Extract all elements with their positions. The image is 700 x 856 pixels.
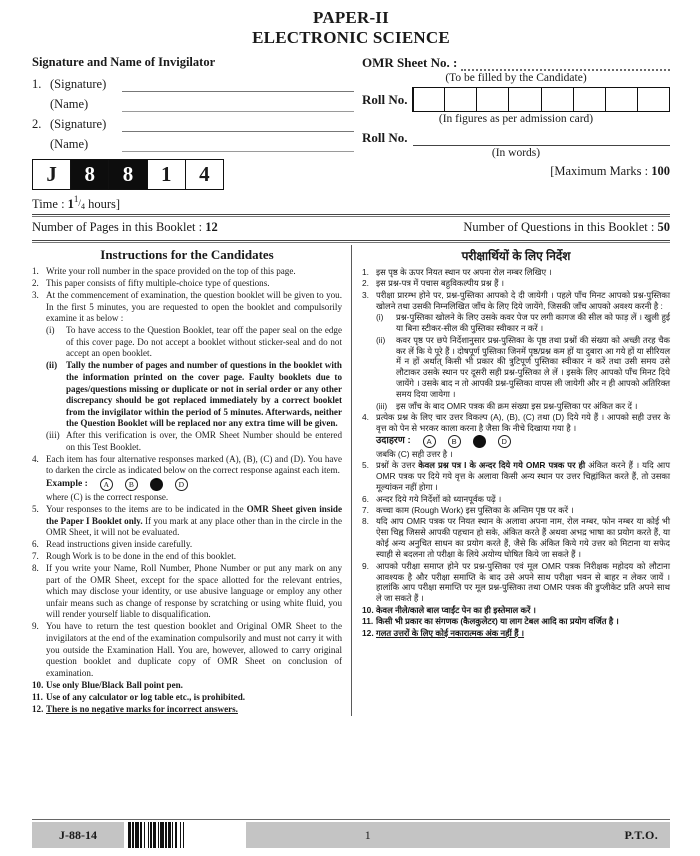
item-text-main: प्रत्येक प्रश्न के लिए चार उत्तर विकल्प (A), (B), (C) तथा (D) दिये गये हैं । आपको सही उत्तर के वृत्त को पेन से भरकर काला करना है जैसा कि नीचे दिखाया गया है । bbox=[376, 412, 670, 433]
item-text: You have to return the test question booklet and Original OMR Sheet to the invigilators at the end of the examination compulsorily and must not carry it with you outside the Examination Hall. You are, however, allowed to carry original question booklet and duplicate copy of OMR Sheet on conclusion of examination. bbox=[46, 621, 342, 678]
invigilator-row bbox=[32, 112, 354, 132]
time-suffix: hours] bbox=[84, 197, 121, 212]
instruction-item bbox=[362, 605, 670, 616]
sub-instruction bbox=[376, 401, 670, 412]
example-line-hi bbox=[376, 435, 670, 448]
item-number: 9. bbox=[32, 621, 39, 632]
signature-line-2[interactable] bbox=[122, 119, 354, 132]
pages-count bbox=[32, 220, 360, 235]
item-text: Rough Work is to be done in the end of this booklet. bbox=[46, 551, 237, 562]
item-text-before: Your responses to the items are to be indicated in the bbox=[46, 503, 247, 514]
instruction-item bbox=[32, 704, 342, 716]
questions-label: Number of Questions in this Booklet : bbox=[463, 220, 658, 235]
instruction-list-en bbox=[32, 266, 342, 715]
divider-counts bbox=[32, 240, 670, 243]
footer-page-number: 1 bbox=[364, 827, 371, 842]
item-text-main: परीक्षा प्रारम्भ होने पर, प्रश्न-पुस्तिका आपको दे दी जायेगी । पहले पाँच मिनट आपको प्रश्न-पुस्तिका खोलने तथा उसकी निम्नलिखित जाँच के लिए दिये जायेंगे, जिसकी जाँच आपको अवश्य करनी है : bbox=[376, 289, 670, 311]
instruction-item bbox=[362, 267, 670, 278]
example-caption: जबकि (C) सही उत्तर है । bbox=[376, 448, 453, 459]
subject-title: ELECTRONIC SCIENCE bbox=[252, 28, 450, 48]
invigilator-heading: Signature and Name of Invigilator bbox=[32, 55, 216, 70]
code-cell: J bbox=[33, 160, 71, 189]
example-label: उदाहरण : bbox=[376, 435, 411, 447]
item-text bbox=[46, 290, 342, 453]
sub-number: (iii) bbox=[376, 400, 388, 411]
item-number: 5. bbox=[32, 503, 39, 514]
barcode bbox=[124, 822, 246, 848]
item-number: 12. bbox=[362, 627, 374, 638]
instructions-columns bbox=[32, 245, 670, 716]
instruction-item bbox=[362, 290, 670, 412]
item-text bbox=[46, 454, 342, 504]
time-allowed bbox=[32, 195, 354, 212]
instructions-en-heading: Instructions for the Candidates bbox=[100, 247, 274, 263]
item-number: 9. bbox=[362, 560, 369, 571]
sub-instruction bbox=[46, 430, 342, 453]
option-circle-d[interactable]: D bbox=[498, 435, 511, 448]
top-form-area bbox=[32, 55, 670, 212]
sub-instruction bbox=[46, 325, 342, 360]
instruction-item bbox=[32, 266, 342, 278]
item-text: आपको परीक्षा समाप्त होने पर प्रश्न-पुस्तिका एवं मूल OMR पत्रक निरीक्षक महोदय को लौटाना आवश्यक है और परीक्षा समाप्ति के बाद उसे अपने साथ परीक्षा भवन से बाहर न लेकर जायें । हालांकि आप परीक्षा समाप्ति पर मूल प्रश्न-पुस्तिका तथा OMR पत्रक की डुप्लीकेट प्रति अपने साथ ले जा सकते हैं । bbox=[376, 560, 670, 604]
pages-value: 12 bbox=[205, 220, 218, 235]
item-text: Write your roll number in the space provided on the top of this page. bbox=[46, 266, 296, 277]
maximum-marks bbox=[362, 164, 670, 179]
fraction-denominator: 4 bbox=[80, 201, 85, 211]
roll-words-label: Roll No. bbox=[362, 130, 408, 146]
sub-instruction bbox=[46, 360, 342, 429]
roll-number-label: Roll No. bbox=[362, 91, 408, 107]
code-cell: 1 bbox=[148, 160, 186, 189]
roll-words-input[interactable] bbox=[413, 134, 671, 146]
item-text-after: अंकित करने हैं । यदि आप OMR पत्रक पर दिये गये वृत्त के अलावा किसी अन्य स्थान पर उत्तर चिह्नांकित करते हैं, तो उसका मूल्यांकन नहीं होगा । bbox=[376, 460, 670, 493]
barcode-stripe bbox=[184, 822, 188, 848]
roll-digit-box[interactable] bbox=[606, 88, 638, 111]
time-fraction: $^1/_4$ bbox=[73, 194, 85, 211]
instruction-item bbox=[362, 494, 670, 505]
example-line-en bbox=[46, 478, 342, 491]
roll-digit-box[interactable] bbox=[638, 88, 669, 111]
instruction-item bbox=[362, 460, 670, 493]
item-number: 3. bbox=[362, 289, 369, 300]
item-text bbox=[376, 412, 670, 460]
column-divider bbox=[351, 245, 352, 716]
roll-number-row bbox=[362, 87, 670, 112]
option-circle-d[interactable]: D bbox=[175, 478, 188, 491]
name-line-1[interactable] bbox=[122, 99, 354, 112]
roll-digit-box[interactable] bbox=[445, 88, 477, 111]
item-number: 1. bbox=[32, 266, 39, 277]
code-cell: 8 bbox=[71, 160, 109, 189]
instruction-list-hi bbox=[362, 267, 670, 639]
item-text: This paper consists of fifty multiple-choice type of questions. bbox=[46, 278, 270, 289]
footer-booklet-code: J-88-14 bbox=[32, 822, 124, 848]
item-number: 8. bbox=[362, 516, 369, 527]
sub-number: (i) bbox=[376, 312, 384, 323]
item-text-bold: केवल प्रश्न पत्र I के अन्दर दिये गये OMR पत्रक पर ही bbox=[418, 460, 586, 471]
sub-number: (i) bbox=[46, 325, 55, 336]
item-text: There is no negative marks for incorrect answers. bbox=[46, 703, 238, 714]
item-text: अन्दर दिये गये निर्देशों को ध्यानपूर्वक पढ़ें । bbox=[376, 493, 502, 504]
sub-text: To have access to the Question Booklet, tear off the paper seal on the edge of this cover page. Do not accept a booklet without sticker-seal and do not accept an open booklet. bbox=[66, 325, 342, 359]
pages-label: Number of Pages in this Booklet : bbox=[32, 220, 206, 235]
instructions-hindi bbox=[351, 245, 670, 716]
roll-number-boxes[interactable] bbox=[413, 87, 671, 112]
item-text: इस पृष्ठ के ऊपर नियत स्थान पर अपना रोल नम्बर लिखिए । bbox=[376, 267, 552, 278]
item-number: 8. bbox=[32, 563, 39, 574]
sub-text: कवर पृष्ठ पर छपे निर्देशानुसार प्रश्न-पुस्तिका के पृष्ठ तथा प्रश्नों की संख्या को अच्छी तरह चैक कर लें कि ये पूरे हैं । दोषपूर्ण पुस्तिका जिनमें पृष्ठ/प्रश्न कम हों या दुबारा आ गये हों या सीरियल में न हों अर्थात् किसी भी प्रकार की त्रुटिपूर्ण पुस्तिका स्वीकार न करें तथा उसी समय उसे लौटाकर उसके स्थान पर दूसरी सही प्रश्न-पुस्तिका ले लें । इसके लिए आपको पाँच मिनट दिये जायेंगे । उसके बाद न तो आपकी प्रश्न-पुस्तिका वापस ली जायेगी और न ही आपको अतिरिक्त समय दिया जायेगा । bbox=[396, 334, 670, 400]
item-text: गलत उत्तरों के लिए कोई नकारात्मक अंक नहीं हैं । bbox=[376, 627, 525, 638]
instruction-item bbox=[32, 454, 342, 504]
item-number: 10. bbox=[362, 604, 374, 615]
booklet-counts bbox=[32, 217, 670, 238]
instruction-item bbox=[32, 680, 342, 692]
time-prefix: Time : bbox=[32, 197, 68, 212]
item-text: केवल नीले/काले बाल प्वाईंट पेन का ही इस्तेमाल करें । bbox=[376, 604, 536, 615]
option-circle-b[interactable]: B bbox=[448, 435, 461, 448]
instruction-item bbox=[362, 516, 670, 560]
roll-figures-note: (In figures as per admission card) bbox=[438, 113, 594, 126]
instruction-item bbox=[362, 628, 670, 639]
item-text: Use only Blue/Black Ball point pen. bbox=[46, 679, 183, 690]
instruction-item bbox=[32, 290, 342, 453]
max-marks-value: 100 bbox=[651, 164, 670, 179]
booklet-code-box bbox=[32, 159, 224, 190]
item-text: किसी भी प्रकार का संगणक (कैलकुलेटर) या लाग टेबल आदि का प्रयोग वर्जित है । bbox=[376, 616, 619, 627]
sub-text: इस जाँच के बाद OMR पत्रक की क्रम संख्या इस प्रश्न-पुस्तिका पर अंकित कर दें । bbox=[396, 400, 638, 411]
footer-divider bbox=[32, 819, 670, 820]
sub-text: After this verification is over, the OMR Sheet Number should be entered on this Test Booklet. bbox=[66, 430, 342, 452]
item-text: यदि आप OMR पत्रक पर नियत स्थान के अलावा अपना नाम, रोल नम्बर, फोन नम्बर या कोई भी ऐसा चिह्न जिससे आपकी पहचान हो सके, अंकित करते हैं अथवा अभद्र भाषा का प्रयोग करते हैं, या कोई अन्य अनुचित साधन का प्रयोग करते हैं, जैसे कि अंकित किये गये उत्तर को मिटाना या सफेद स्याही से बदलना तो परीक्षा के लिये अयोग्य घोषित किये जा सकते हैं । bbox=[376, 516, 670, 560]
questions-count bbox=[360, 220, 670, 235]
item-number: 4. bbox=[362, 412, 369, 423]
time-hours: 1 bbox=[67, 197, 74, 212]
roll-digit-box[interactable] bbox=[509, 88, 541, 111]
invigilator-row bbox=[32, 132, 354, 152]
footer-pto: P.T.O. bbox=[624, 827, 658, 842]
item-number: 5. bbox=[362, 460, 369, 471]
item-number: 7. bbox=[362, 505, 369, 515]
item-number: 6. bbox=[32, 539, 39, 550]
item-text: कच्चा काम (Rough Work) इस पुस्तिका के अन्तिम पृष्ठ पर करें । bbox=[376, 505, 574, 515]
sub-text: Tally the number of pages and number of questions in the booklet with the information printed on the cover page. Faulty booklets due to pages/questions missing or duplicate or not in serial order or any other discrepancy should be got replaced immediately by a correct booklet from the invigilator within the period of 5 minutes. Afterwards, neither the Question Booklet will be replaced nor any extra time will be given. bbox=[66, 360, 342, 429]
item-text: इस प्रश्न-पत्र में पचास बहुविकल्पीय प्रश्न हैं । bbox=[376, 278, 505, 289]
item-text-main: At the commencement of examination, the question booklet will be given to you. In the first 5 minutes, you are requested to open the booklet and compulsorily examine it as below : bbox=[46, 290, 342, 324]
item-text bbox=[46, 504, 342, 539]
example-caption: where (C) is the correct response. bbox=[46, 491, 169, 502]
item-text-bold: OMR Sheet given inside the Paper I Booklet only. bbox=[46, 503, 342, 526]
instruction-item bbox=[362, 278, 670, 289]
row-label: (Name) bbox=[50, 137, 89, 152]
option-circle-b[interactable]: B bbox=[125, 478, 138, 491]
instruction-item bbox=[362, 616, 670, 627]
instruction-item bbox=[32, 504, 342, 539]
instructions-english bbox=[32, 245, 351, 716]
instruction-item bbox=[362, 505, 670, 516]
item-number: 4. bbox=[32, 453, 39, 464]
max-marks-prefix: [Maximum Marks : bbox=[550, 164, 652, 179]
instruction-item bbox=[32, 551, 342, 563]
instruction-item bbox=[32, 563, 342, 621]
sub-text: प्रश्न-पुस्तिका खोलने के लिए उसके कवर पेज पर लगी कागज की सील को फाड़ लें । खुली हुई या बिना स्टीकर-सील की पुस्तिका स्वीकार न करें । bbox=[396, 312, 670, 334]
item-text: Use of any calculator or log table etc., is prohibited. bbox=[46, 691, 246, 702]
row-label: (Signature) bbox=[50, 77, 107, 92]
code-cell: 4 bbox=[199, 162, 210, 187]
invigilator-block bbox=[32, 55, 354, 212]
invigilator-row bbox=[32, 92, 354, 112]
name-line-2[interactable] bbox=[122, 139, 354, 152]
item-text-after: If you mark at any place other than in the circle in the OMR Sheet, it will not be evaluated. bbox=[46, 515, 342, 538]
item-number: 1. bbox=[362, 267, 369, 278]
row-number: 2. bbox=[32, 117, 42, 132]
option-circle-c-filled[interactable] bbox=[150, 478, 163, 491]
item-number: 7. bbox=[32, 551, 39, 562]
invigilator-row bbox=[32, 72, 354, 92]
paper-title: PAPER-II bbox=[313, 8, 389, 27]
omr-block bbox=[354, 55, 670, 212]
roll-words-row bbox=[362, 130, 670, 146]
roll-digit-box[interactable] bbox=[412, 87, 445, 113]
instruction-item bbox=[32, 692, 342, 704]
item-number: 2. bbox=[362, 278, 369, 289]
row-label: (Signature) bbox=[50, 117, 107, 132]
code-cell: 8 bbox=[109, 160, 147, 189]
sub-number: (ii) bbox=[376, 334, 386, 345]
option-circle-a[interactable]: A bbox=[100, 478, 113, 491]
item-text-before: प्रश्नों के उत्तर bbox=[376, 460, 419, 471]
roll-digit-box[interactable] bbox=[477, 88, 509, 111]
roll-digit-box[interactable] bbox=[542, 88, 574, 111]
item-number: 3. bbox=[32, 290, 39, 301]
row-number: 1. bbox=[32, 77, 42, 92]
option-circle-c-filled[interactable] bbox=[473, 435, 486, 448]
instruction-item bbox=[362, 561, 670, 605]
item-number: 2. bbox=[32, 278, 39, 289]
item-number: 6. bbox=[362, 493, 369, 504]
page-title bbox=[32, 8, 670, 48]
instruction-item bbox=[32, 621, 342, 679]
footer-right bbox=[246, 822, 670, 848]
item-text bbox=[376, 460, 670, 493]
omr-sheet-label: OMR Sheet No. : bbox=[362, 55, 458, 71]
instruction-item bbox=[32, 539, 342, 551]
item-number: 11. bbox=[362, 616, 374, 627]
instruction-item bbox=[362, 412, 670, 460]
sub-instruction bbox=[376, 335, 670, 401]
roll-digit-box[interactable] bbox=[574, 88, 606, 111]
example-label: Example : bbox=[46, 478, 88, 490]
item-number: 11. bbox=[32, 691, 43, 702]
fraction-numerator: 1 bbox=[73, 194, 79, 205]
roll-words-note: (In words) bbox=[491, 147, 541, 160]
option-circle-a[interactable]: A bbox=[423, 435, 436, 448]
page-footer bbox=[32, 822, 670, 848]
item-number: 12. bbox=[32, 703, 44, 714]
sub-number: (iii) bbox=[46, 430, 60, 441]
signature-line-1[interactable] bbox=[122, 79, 354, 92]
instructions-hi-heading: परीक्षार्थियों के लिए निर्देश bbox=[461, 249, 571, 264]
item-text bbox=[376, 290, 670, 412]
omr-note: (To be filled by the Candidate) bbox=[445, 72, 587, 85]
item-text: Read instructions given inside carefully. bbox=[46, 539, 193, 550]
item-text-main: Each item has four alternative responses marked (A), (B), (C) and (D). You have to darken the circle as indicated below on the correct response against each item. bbox=[46, 453, 342, 476]
item-text: If you write your Name, Roll Number, Phone Number or put any mark on any part of the OMR Sheet, except for the space allotted for the relevant entries, which may disclose your identity, or use abusive language or employ any other unfair means such as change of response by scratching or using white fluid, you will render yourself liable to disqualification. bbox=[46, 563, 342, 620]
instruction-item bbox=[32, 278, 342, 290]
sub-number: (ii) bbox=[46, 360, 58, 371]
row-label: (Name) bbox=[50, 97, 89, 112]
item-number: 10. bbox=[32, 679, 44, 690]
omr-sheet-row bbox=[362, 55, 670, 71]
omr-sheet-input[interactable] bbox=[461, 60, 670, 71]
sub-instruction bbox=[376, 312, 670, 334]
questions-value: 50 bbox=[657, 220, 670, 235]
